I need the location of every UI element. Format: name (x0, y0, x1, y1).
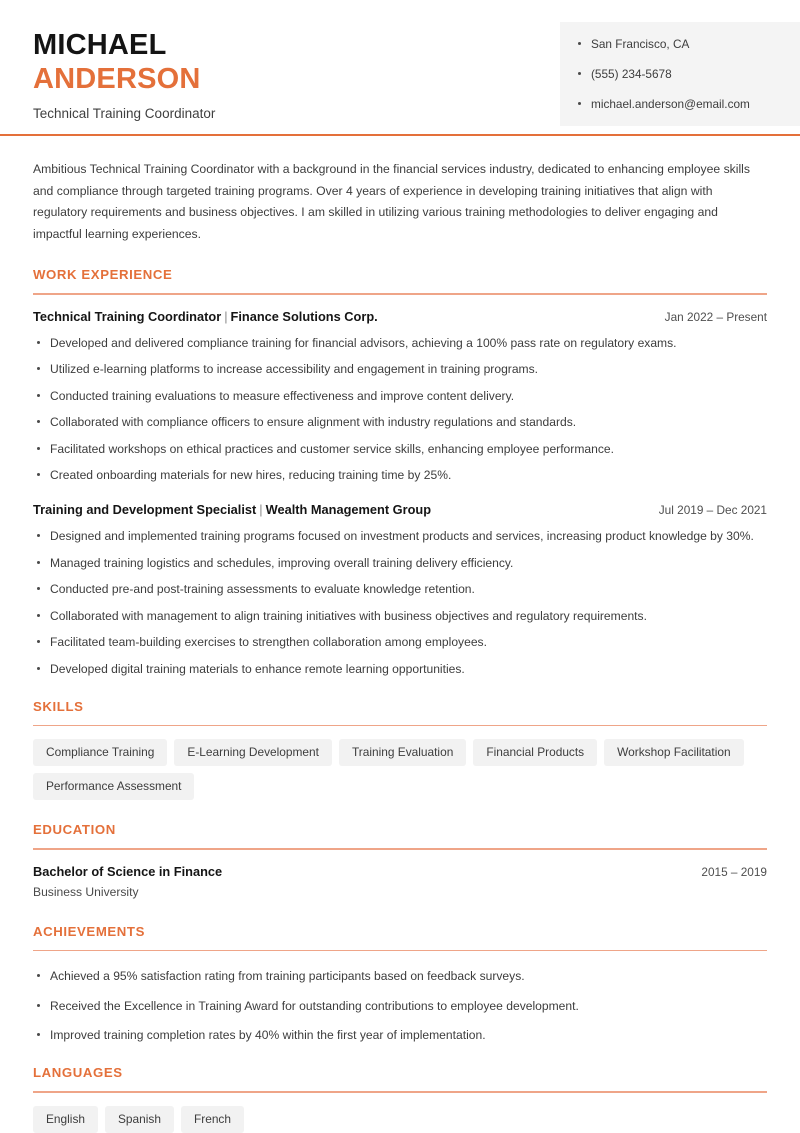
list-item: Collaborated with compliance officers to ensure alignment with industry regulations and standards. (33, 414, 767, 430)
achievements-list (33, 968, 767, 1043)
professional-summary: Ambitious Technical Training Coordinator with a background in the financial services industry, dedicated to enhancing employee skills and compliance through targeted training programs. Over 4 years of experience in developing training initiatives that align with regulatory requirements and business objectives. I am skilled in utilizing various training methodologies to deliver engaging and impactful learning experiences. (33, 162, 750, 241)
section-title-work-experience: WORK EXPERIENCE (33, 267, 173, 282)
contact-list (578, 36, 786, 112)
list-item: Utilized e-learning platforms to increase accessibility and engagement in training programs. (33, 361, 767, 377)
skill-tag: Financial Products (473, 739, 597, 766)
contact-location: San Francisco, CA (578, 36, 786, 52)
section-languages (33, 1065, 767, 1133)
identity-block (33, 26, 215, 123)
work-entry-date: Jul 2019 – Dec 2021 (658, 503, 767, 518)
title-separator: | (224, 308, 228, 324)
job-title: Technical Training Coordinator (33, 106, 216, 121)
languages-tag-list (33, 1106, 767, 1133)
education-date: 2015 – 2019 (701, 864, 767, 879)
education-entry (33, 863, 767, 902)
contact-box (560, 22, 800, 126)
section-achievements (33, 924, 767, 1044)
section-title-skills: SKILLS (33, 698, 84, 714)
section-work-experience (33, 267, 767, 677)
work-entry (33, 501, 767, 677)
section-education (33, 822, 767, 902)
contact-email: michael.anderson@email.com (578, 96, 786, 112)
work-company: Wealth Management Group (265, 502, 432, 518)
skill-tag: Training Evaluation (339, 739, 466, 766)
work-company: Finance Solutions Corp. (230, 308, 378, 324)
education-entry-header (33, 863, 767, 881)
work-role: Training and Development Specialist (33, 502, 257, 518)
language-tag: French (181, 1106, 244, 1133)
work-entry (33, 308, 767, 484)
work-entry-header (33, 308, 767, 326)
title-separator: | (259, 502, 263, 518)
section-rule (33, 950, 767, 952)
list-item: Achieved a 95% satisfaction rating from training participants based on feedback surveys. (33, 968, 767, 984)
list-item: Received the Excellence in Training Award for outstanding contributions to employee development. (33, 998, 767, 1014)
section-rule (33, 1091, 767, 1093)
list-item: Conducted pre-and post-training assessments to evaluate knowledge retention. (33, 581, 767, 597)
section-title-achievements: ACHIEVEMENTS (33, 923, 145, 939)
skill-tag: Performance Assessment (33, 773, 194, 800)
section-rule (33, 293, 767, 295)
contact-phone: (555) 234-5678 (578, 66, 786, 82)
list-item: Developed digital training materials to enhance remote learning opportunities. (33, 661, 767, 677)
list-item: Facilitated workshops on ethical practices and customer service skills, enhancing employee performance. (33, 441, 767, 457)
work-entry-title (33, 308, 378, 326)
list-item: Improved training completion rates by 40% within the first year of implementation. (33, 1027, 767, 1043)
section-rule (33, 725, 767, 727)
resume-content (0, 159, 800, 1133)
first-name: MICHAEL (33, 29, 167, 61)
list-item: Developed and delivered compliance training for financial advisors, achieving a 100% pass rate on regulatory exams. (33, 335, 767, 351)
education-school: Business University (33, 884, 139, 899)
section-title-education: EDUCATION (33, 822, 116, 838)
work-entry-date: Jan 2022 – Present (664, 309, 767, 324)
list-item: Created onboarding materials for new hires, reducing training time by 25%. (33, 467, 767, 483)
list-item: Collaborated with management to align training initiatives with business objectives and regulatory requirements. (33, 608, 767, 624)
work-entry-header (33, 501, 767, 519)
skill-tag: E-Learning Development (174, 739, 332, 766)
work-entry-bullets (33, 528, 767, 677)
work-entry-title (33, 501, 431, 519)
work-role: Technical Training Coordinator (33, 308, 222, 324)
language-tag: English (33, 1106, 98, 1133)
skill-tag: Compliance Training (33, 739, 167, 766)
list-item: Facilitated team-building exercises to strengthen collaboration among employees. (33, 634, 767, 650)
language-tag: Spanish (105, 1106, 174, 1133)
education-degree: Bachelor of Science in Finance (33, 863, 223, 879)
section-rule (33, 848, 767, 850)
skills-tag-list (33, 739, 767, 800)
work-entry-bullets (33, 335, 767, 484)
section-title-languages: LANGUAGES (33, 1065, 123, 1081)
list-item: Conducted training evaluations to measure effectiveness and improve content delivery. (33, 388, 767, 404)
last-name: ANDERSON (33, 63, 201, 95)
skill-tag: Workshop Facilitation (604, 739, 743, 766)
list-item: Designed and implemented training programs focused on investment products and services, increasing product knowledge by 30%. (33, 528, 767, 544)
section-skills (33, 699, 767, 801)
resume-header (0, 0, 800, 136)
header-accent-rule (0, 134, 800, 136)
list-item: Managed training logistics and schedules, improving overall training delivery efficiency. (33, 555, 767, 571)
